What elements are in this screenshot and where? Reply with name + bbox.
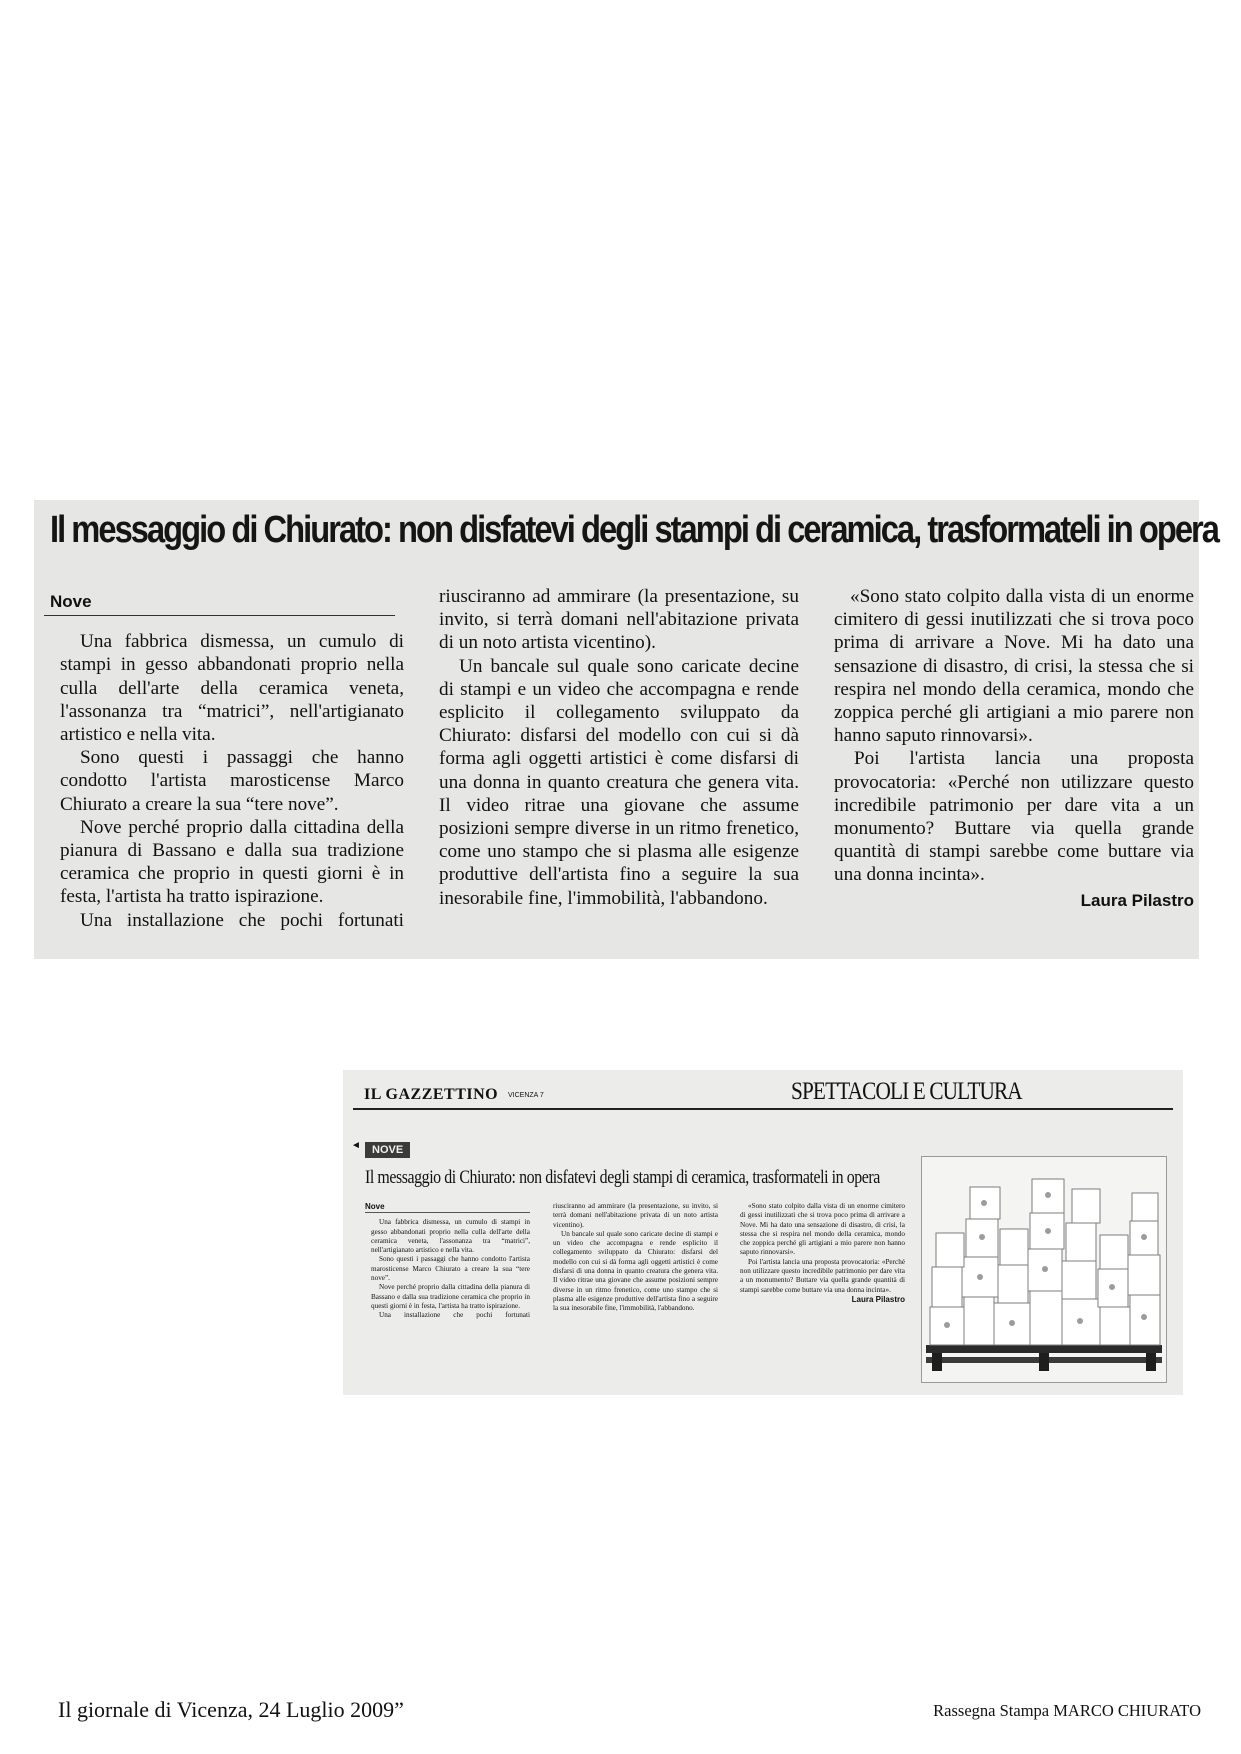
article-headline: Il messaggio di Chiurato: non disfatevi degli stampi di ceramica, trasformateli in opera <box>50 509 1218 551</box>
article-column-2 <box>553 1202 718 1314</box>
paragraph: Una fabbrica dismessa, un cumulo di stampi in gesso abbandonati proprio nella culla dell'arte della ceramica veneta, l'assonanza tra “matrici”, nell'artigianato artistico e nella vita. <box>60 631 404 746</box>
press-review-label: Rassegna Stampa MARCO CHIURATO <box>933 1701 1201 1720</box>
installation-photo <box>921 1156 1167 1383</box>
article-column-3 <box>740 1202 905 1304</box>
article-author: Laura Pilastro <box>1080 890 1194 910</box>
newspaper-clipping-large <box>34 500 1218 959</box>
article-body <box>44 586 1194 953</box>
paragraph: Un bancale sul quale sono caricate decine di stampi e un video che accompagna e rende esplicito il collegamento sviluppato da Chiurato: disfarsi del modello con cui si dà forma agli oggetti artistici è come disfarsi di una donna in quanto creatura che genera vita. Il video ritrae una giovane che assume posizioni sempre diverse in un ritmo frenetico, come uno stampo che si plasma alle esigenze produttive dell'artista fino a seguire la sua inesorabile fine, l'immobilità, l'abbandono. <box>553 1229 718 1313</box>
article-body-small <box>365 1202 905 1387</box>
paragraph: Un bancale sul quale sono caricate decine di stampi e un video che accompagna e rende esplicito il collegamento sviluppato da Chiurato: disfarsi del modello con cui si dà forma agli oggetti artistici è come disfarsi di una donna in quanto creatura che genera vita. Il video ritrae una giovane che assume posizioni sempre diverse in un ritmo frenetico, come uno stampo che si plasma alle esigenze produttive dell'artista fino a seguire la sua inesorabile fine, l'immobilità, l'abbandono. <box>439 655 799 909</box>
paragraph: Una installazione che pochi fortunati <box>80 909 404 931</box>
paragraph: «Sono stato colpito dalla vista di un enorme cimitero di gessi inutilizzati che si trova poco prima di arrivare a Nove. Mi ha dato una sensazione di disastro, di crisi, la stessa che si respira nel mondo della ceramica, mondo che zoppica perché gli artigiani a mio parere non hanno saputo rinnovarsi». <box>740 1202 905 1257</box>
paragraph: riusciranno ad ammirare (la presentazione, su invito, si terrà domani nell'abitazione privata di un noto artista vicentino). <box>439 586 799 654</box>
article-column-1 <box>44 590 404 932</box>
article-headline-small: Il messaggio di Chiurato: non disfatevi degli stampi di ceramica, trasformateli in opera <box>365 1168 880 1188</box>
section-label: Nove <box>365 1202 530 1213</box>
paragraph: Nove perché proprio dalla cittadina della pianura di Bassano e dalla sua tradizione ceramica che proprio in questi giorni è in festa, l'artista ha tratto ispirazione. <box>60 816 404 908</box>
paragraph: Sono questi i passaggi che hanno condotto l'artista marosticense Marco Chiurato a creare la sua “tere nove”. <box>60 747 404 815</box>
paragraph: Nove perché proprio dalla cittadina della pianura di Bassano e dalla sua tradizione ceramica che proprio in questi giorni è in festa, l'artista ha tratto ispirazione. <box>371 1283 530 1310</box>
edition-label: VICENZA 7 <box>508 1092 544 1099</box>
masthead-rule <box>353 1108 1173 1110</box>
source-caption: Il giornale di Vicenza, 24 Luglio 2009” <box>58 1697 404 1722</box>
newspaper-clipping-small <box>343 1070 1183 1395</box>
article-column-2 <box>439 585 799 910</box>
paragraph: Una fabbrica dismessa, un cumulo di stampi in gesso abbandonati proprio nella culla dell'arte della ceramica veneta, l'assonanza tra “matrici”, nell'artigianato artistico e nella vita. <box>371 1218 530 1255</box>
section-rubric: SPETTACOLI E CULTURA <box>791 1078 1022 1105</box>
article-column-3 <box>834 585 1194 912</box>
location-tag: NOVE <box>365 1142 410 1158</box>
arrow-left-icon: ◄ <box>351 1140 361 1151</box>
section-label: Nove <box>44 590 395 616</box>
article-author: Laura Pilastro <box>851 1294 905 1304</box>
paragraph: «Sono stato colpito dalla vista di un enorme cimitero di gessi inutilizzati che si trova poco prima di arrivare a Nove. Mi ha dato una sensazione di disastro, di crisi, la stessa che si respira nel mondo della ceramica, mondo che zoppica perché gli artigiani a mio parere non hanno saputo rinnovarsi». <box>834 586 1194 747</box>
newspaper-masthead: IL GAZZETTINO <box>364 1086 499 1103</box>
paragraph: riusciranno ad ammirare (la presentazione, su invito, si terrà domani nell'abitazione privata di un noto artista vicentino). <box>553 1202 718 1229</box>
paragraph: Poi l'artista lancia una proposta provocatoria: «Perché non utilizzare questo incredibile patrimonio per dare vita a un monumento? Buttare via quella grande quantità di stampi sarebbe come buttare via una donna incinta». <box>834 748 1194 886</box>
pallet-of-molds-image <box>922 1157 1166 1382</box>
article-column-1 <box>365 1202 530 1321</box>
paragraph: Una installazione che pochi fortunati <box>379 1311 530 1320</box>
paragraph: Sono questi i passaggi che hanno condotto l'artista marosticense Marco Chiurato a creare la sua “tere nove”. <box>371 1255 530 1283</box>
paragraph: Poi l'artista lancia una proposta provocatoria: «Perché non utilizzare questo incredibile patrimonio per dare vita a un monumento? Buttare via quella grande quantità di stampi sarebbe come buttare via una donna incinta». <box>740 1257 905 1294</box>
